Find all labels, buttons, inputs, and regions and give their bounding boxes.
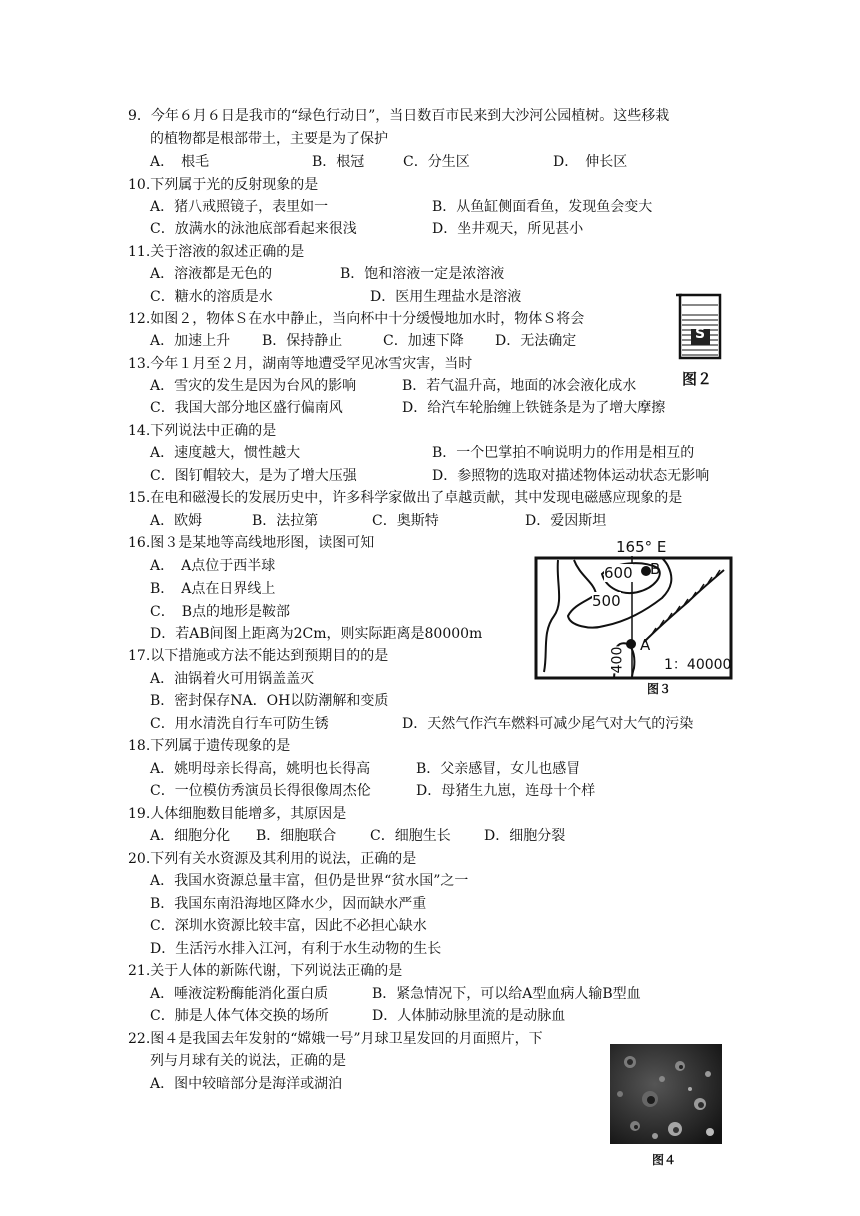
question-16-option-d: D．若AB间图上距离为2Cm，则实际距离是80000m xyxy=(150,626,483,642)
option-b: B．父亲感冒，女儿也感冒 xyxy=(416,761,581,777)
option-b: B．从鱼缸侧面看鱼，发现鱼会变大 xyxy=(432,199,653,215)
option-a: A．猪八戒照镜子，表里如一 xyxy=(150,199,329,215)
figure-2-caption: 图２ xyxy=(682,370,713,388)
option-d: D．给汽车轮胎缠上铁链条是为了增大摩擦 xyxy=(402,400,666,416)
option-c: C．细胞生长 xyxy=(370,828,451,844)
contour-label-400: 400 xyxy=(609,646,626,674)
option-d: D．人体肺动脉里流的是动脉血 xyxy=(372,1008,566,1024)
longitude-label: 165° E xyxy=(616,538,667,556)
option-c: C．糖水的溶质是水 xyxy=(150,289,273,305)
question-20-option-d: D．生活污水排入江河，有利于水生动物的生长 xyxy=(150,941,442,957)
option-d: D．母猪生九崽，连母十个样 xyxy=(416,783,596,799)
question-16-option-a: A． A点位于西半球 xyxy=(150,558,276,574)
option-a: A．细胞分化 xyxy=(150,828,231,844)
option-c: C．分生区 xyxy=(403,154,470,170)
option-b: B．根冠 xyxy=(312,154,365,170)
option-c: C．放满水的泳池底部看起来很浅 xyxy=(150,221,357,237)
option-a: A．姚明母亲长得高，姚明也长得高 xyxy=(150,761,371,777)
question-20-option-a: A．我国水资源总量丰富，但仍是世界“贫水国”之一 xyxy=(150,873,469,889)
question-22-line-2: 列与月球有关的说法，正确的是 xyxy=(150,1053,346,1069)
question-19-stem: 19.人体细胞数目能增多，其原因是 xyxy=(128,806,347,822)
option-a: A．加速上升 xyxy=(150,333,231,349)
option-d: D．天然气作汽车燃料可减少尾气对大气的污染 xyxy=(402,716,694,732)
option-a: A．雪灾的发生是因为台风的影响 xyxy=(150,378,357,394)
figure-4-caption: 图４ xyxy=(652,1153,677,1167)
option-b: B．细胞联合 xyxy=(256,828,337,844)
question-20-option-b: B．我国东南沿海地区降水少，因而缺水严重 xyxy=(150,896,427,912)
option-c: C．一位模仿秀演员长得很像周杰伦 xyxy=(150,783,371,799)
question-18-stem: 18.下列属于遗传现象的是 xyxy=(128,738,291,754)
option-b: B．若气温升高，地面的冰会液化成水 xyxy=(402,378,637,394)
question-13-stem: 13.今年１月至２月，湖南等地遭受罕见冰雪灾害，当时 xyxy=(128,356,473,372)
question-10-stem: 10.下列属于光的反射现象的是 xyxy=(128,177,319,193)
question-16-option-c: C． B点的地形是鞍部 xyxy=(150,604,290,620)
contour-label-600: 600 xyxy=(604,564,633,582)
option-d: D．无法确定 xyxy=(495,333,577,349)
question-20-stem: 20.下列有关水资源及其利用的说法，正确的是 xyxy=(128,851,417,867)
question-16-stem: 16.图３是某地等高线地形图，读图可知 xyxy=(128,535,375,551)
question-22-option-a: A．图中较暗部分是海洋或湖泊 xyxy=(150,1076,343,1092)
question-16-option-b: B． A点在日界线上 xyxy=(150,581,276,597)
question-9-line-2: 的植物都是根部带土，主要是为了保护 xyxy=(150,131,388,147)
option-b: B．饱和溶液一定是浓溶液 xyxy=(340,266,505,282)
option-d: D．细胞分裂 xyxy=(484,828,566,844)
question-12-stem: 12.如图２，物体Ｓ在水中静止，当向杯中十分缓慢地加水时，物体Ｓ将会 xyxy=(128,311,585,327)
option-d: D．坐井观天，所见甚小 xyxy=(432,221,584,237)
option-a: A．速度越大，惯性越大 xyxy=(150,445,301,461)
question-22-line-1: 22.图４是我国去年发射的“嫦娥一号”月球卫星发回的月面照片，下 xyxy=(128,1031,543,1047)
option-c: C．奥斯特 xyxy=(372,513,439,529)
option-a: A．溶液都是无色的 xyxy=(150,266,273,282)
question-20-option-c: C．深圳水资源比较丰富，因此不必担心缺水 xyxy=(150,918,427,934)
figure-4-moon-photo xyxy=(610,1044,722,1144)
figure-3-contour-map xyxy=(534,538,734,682)
point-b-label: B xyxy=(650,560,661,578)
option-b: B．保持静止 xyxy=(262,333,343,349)
option-b: B．紧急情况下，可以给A型血病人输B型血 xyxy=(372,986,641,1002)
option-c: C．我国大部分地区盛行偏南风 xyxy=(150,400,343,416)
question-15-stem: 15.在电和磁漫长的发展历史中，许多科学家做出了卓越贡献，其中发现电磁感应现象的是 xyxy=(128,490,683,506)
option-c: C．加速下降 xyxy=(383,333,464,349)
contour-label-500: 500 xyxy=(592,592,621,610)
option-b: B．一个巴掌拍不响说明力的作用是相互的 xyxy=(432,445,695,461)
option-c: C．肺是人体气体交换的场所 xyxy=(150,1008,329,1024)
option-d: D．爱因斯坦 xyxy=(525,513,607,529)
option-a: A．欧姆 xyxy=(150,513,203,529)
option-d: D．医用生理盐水是溶液 xyxy=(370,289,522,305)
option-c: C．用水清洗自行车可防生锈 xyxy=(150,716,329,732)
question-17-stem: 17.以下措施或方法不能达到预期目的的是 xyxy=(128,648,389,664)
option-a: A．唾液淀粉酶能消化蛋白质 xyxy=(150,986,329,1002)
figure-3-caption: 图３ xyxy=(647,682,672,696)
scale-label: 1：40000 xyxy=(664,657,732,673)
option-d: D． 伸长区 xyxy=(553,154,628,170)
point-a-label: A xyxy=(640,636,651,654)
option-d: D．参照物的选取对描述物体运动状态无影响 xyxy=(432,468,710,484)
object-s-label: S xyxy=(695,326,706,342)
question-21-stem: 21.关于人体的新陈代谢，下列说法正确的是 xyxy=(128,963,403,979)
question-11-stem: 11.关于溶液的叙述正确的是 xyxy=(128,244,305,260)
question-17-option-b: B．密封保存NA．OH以防潮解和变质 xyxy=(150,693,389,709)
option-b: B．法拉第 xyxy=(252,513,319,529)
question-17-option-a: A．油锅着火可用锅盖盖灭 xyxy=(150,671,315,687)
question-9-line-1: 9．今年６月６日是我市的“绿色行动日”，当日数百市民来到大沙河公园植树。这些移栽 xyxy=(128,108,670,124)
question-14-stem: 14.下列说法中正确的是 xyxy=(128,423,277,439)
option-c: C．图钉帽较大，是为了增大压强 xyxy=(150,468,357,484)
option-a: A． 根毛 xyxy=(150,154,210,170)
figure-2-beaker xyxy=(672,293,728,365)
